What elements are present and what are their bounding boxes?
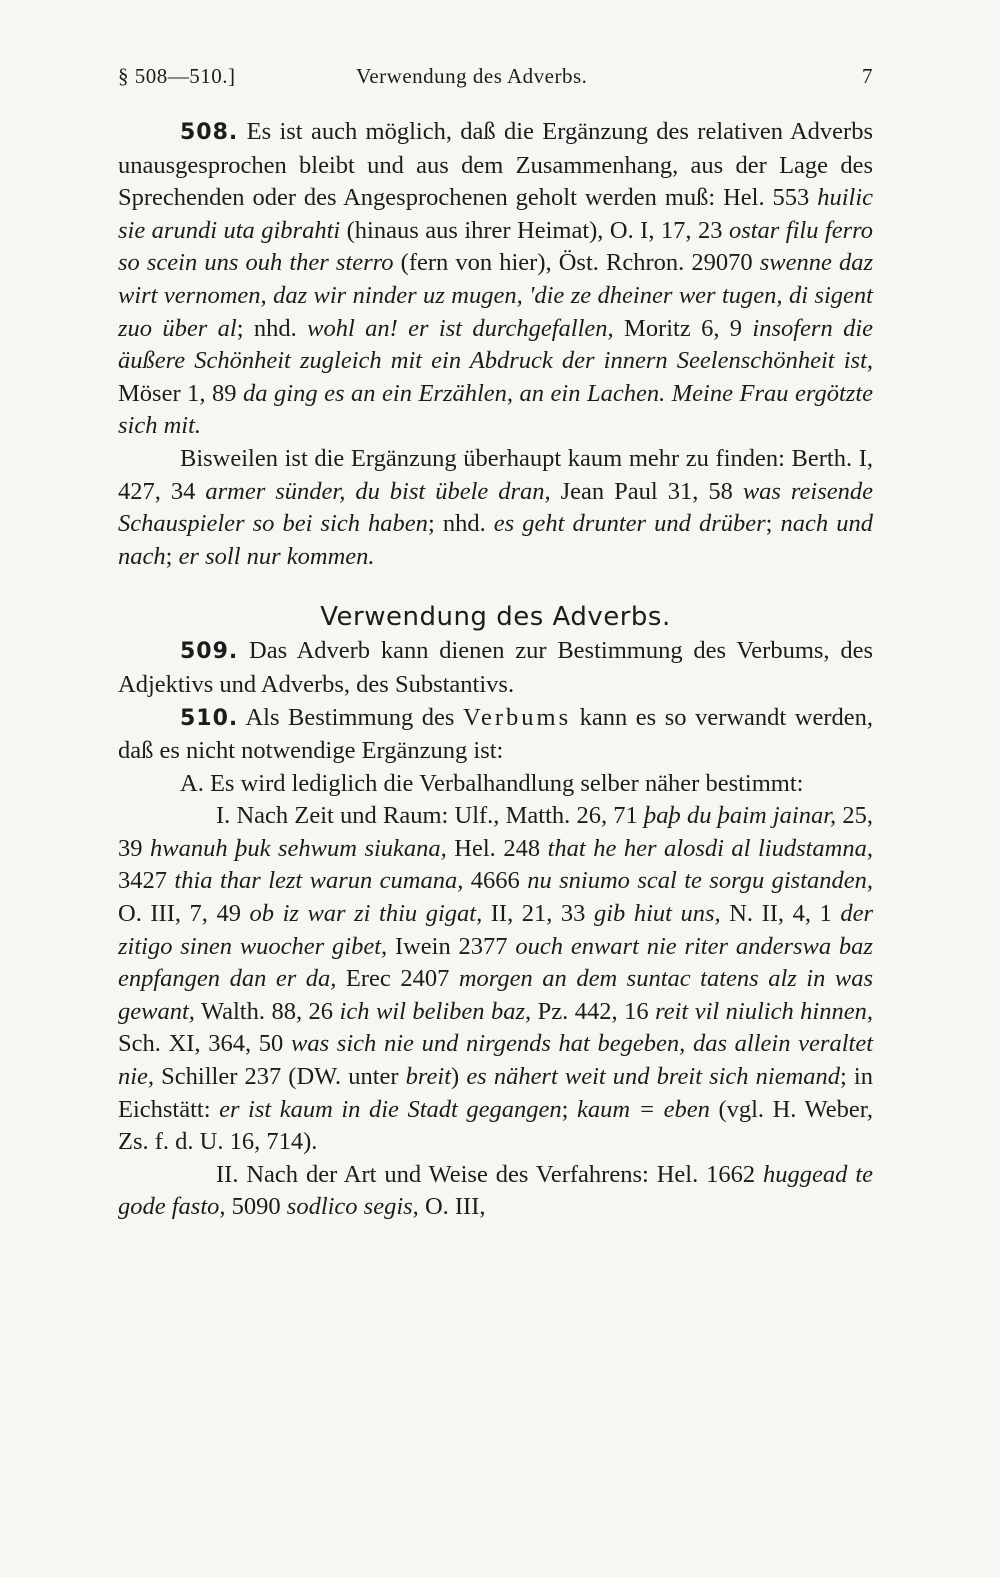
header-title: Verwendung des Adverbs. xyxy=(356,64,588,88)
italic-text-run: armer sünder, du bist übele dran, xyxy=(205,477,551,505)
text-run: Als Bestimmung des xyxy=(238,703,463,731)
text-run: Schiller 237 (DW. unter xyxy=(154,1063,406,1091)
text-run: 5090 xyxy=(225,1193,287,1221)
italic-text-run: breit xyxy=(405,1063,452,1091)
page-body xyxy=(118,116,873,1224)
text-run: Walth. 88, 26 xyxy=(194,997,340,1025)
italic-text-run: sodlico segis, xyxy=(286,1193,419,1221)
italic-text-run: huggead te gode fasto, xyxy=(118,1160,873,1221)
paragraph-510-a xyxy=(118,768,873,801)
text-run: II. Nach der Art und Weise des Verfahrens: Hel. 1662 xyxy=(216,1160,764,1188)
section-number-508: 508. xyxy=(180,120,239,145)
text-run: 25, 39 xyxy=(118,802,873,862)
text-run: 4666 xyxy=(463,867,528,895)
text-run: (fern von hier), Öst. Rchron. 29070 xyxy=(393,249,760,277)
section-heading: Verwendung des Adverbs. xyxy=(320,602,671,633)
text-run: II, 21, 33 xyxy=(482,900,594,928)
text-run: ; xyxy=(765,510,781,538)
italic-text-run: er ist kaum in die Stadt gegangen xyxy=(219,1095,562,1123)
page-number: 7 xyxy=(862,64,873,88)
italic-text-run: ostar filu ferro so scein uns ouh ther sterro xyxy=(118,216,874,277)
text-run: ; nhd. xyxy=(427,510,494,538)
text-run: ; xyxy=(561,1095,577,1123)
italic-text-run: er soll nur kommen. xyxy=(178,542,375,570)
text-run: ) xyxy=(451,1063,467,1091)
text-run: kann es so verwandt werden, daß es nicht notwendige Ergänzung ist: xyxy=(118,703,873,765)
header-section-range: § 508—510.] xyxy=(118,64,236,88)
text-run: Es ist auch möglich, daß die Ergänzung des relativen Adverbs unausgesprochen bleibt und aus dem Zusammenhang, aus der Lage des Sprechenden oder des Angesprochenen geholt werden muß: Hel. 553 xyxy=(118,118,873,212)
text-run: (vgl. H. Weber, Zs. f. d. U. 16, 714). xyxy=(118,1095,873,1156)
italic-text-run: ob iz war zi thiu gigat, xyxy=(249,900,483,928)
italic-text-run: ich wil beliben baz, xyxy=(339,997,532,1025)
italic-text-run: wohl an! er ist durchgefallen, xyxy=(307,314,614,342)
italic-text-run: es nähert weit und breit sich niemand xyxy=(466,1063,841,1091)
text-run: Möser 1, 89 xyxy=(118,379,244,407)
section-number-509: 509. xyxy=(180,639,239,665)
text-run: Das Adverb kann dienen zur Bestimmung des Verbums, des Adjektivs und Adverbs, des Substantivs. xyxy=(118,637,873,698)
section-number-510: 510. xyxy=(180,705,239,731)
text-run: Moritz 6, 9 xyxy=(613,314,753,342)
text-run: Erec 2407 xyxy=(336,965,459,993)
text-run: ; nhd. xyxy=(236,314,308,342)
italic-text-run: nach und nach xyxy=(118,510,873,570)
italic-text-run: huilic sie arundi uta gibrahti xyxy=(118,184,873,244)
italic-text-run: swenne daz wirt vernomen, daz wir ninder uz mugen, 'die ze dheiner wer tugen, di sigent zuo über al xyxy=(118,249,874,342)
text-run: 3427 xyxy=(118,867,175,895)
paragraph-510 xyxy=(118,702,873,768)
text-run: Bisweilen ist die Ergänzung überhaupt kaum mehr zu finden: Berth. I, 427, 34 xyxy=(118,444,873,505)
running-head xyxy=(118,64,873,96)
italic-text-run: ouch enwart nie riter anderswa baz enpfangen dan er da, xyxy=(118,932,873,993)
text-run: Iwein 2377 xyxy=(387,932,516,960)
italic-text-run: kaum = eben xyxy=(576,1095,710,1123)
paragraph-508-continued xyxy=(118,443,873,573)
text-run: N. II, 4, 1 xyxy=(720,900,841,928)
paragraph-509 xyxy=(118,635,873,701)
italic-text-run: hwanuh þuk sehwum siukana, xyxy=(150,834,447,862)
italic-text-run: thia thar lezt warun cumana, xyxy=(174,867,464,895)
paragraph-510-a-i xyxy=(118,800,873,1159)
paragraph-508 xyxy=(118,116,873,443)
text-run: O. III, 7, 49 xyxy=(118,900,250,928)
text-run: O. III, xyxy=(418,1193,486,1221)
text-run: ; xyxy=(165,542,179,570)
text-run: (hinaus aus ihrer Heimat), O. I, 17, 23 xyxy=(340,216,729,244)
italic-text-run: da ging es an ein Erzählen, an ein Lachen. Meine Frau ergötzte sich mit. xyxy=(118,379,874,440)
italic-text-run: nu sniumo scal te sorgu gistanden, xyxy=(527,867,874,895)
paragraph-510-a-ii xyxy=(118,1159,873,1224)
text-run: ; in Eichstätt: xyxy=(118,1063,873,1123)
text-run: Verbums xyxy=(463,703,572,731)
italic-text-run: þaþ du þaim jainar, xyxy=(644,802,837,830)
italic-text-run: reit vil niulich hinnen, xyxy=(655,997,873,1025)
text-run: Jean Paul 31, 58 xyxy=(550,477,743,505)
italic-text-run: morgen an dem suntac tatens alz in was gewant, xyxy=(118,965,874,1025)
text-run: Sch. XI, 364, 50 xyxy=(118,1030,291,1058)
book-page xyxy=(118,0,873,1577)
text-run: Hel. 248 xyxy=(446,834,548,862)
text-run: A. Es wird lediglich die Verbalhandlung selber näher bestimmt: xyxy=(180,769,804,797)
text-run: Pz. 442, 16 xyxy=(531,997,656,1025)
italic-text-run: was sich nie und nirgends hat begeben, das allein veraltet nie, xyxy=(118,1030,873,1091)
text-run: I. Nach Zeit und Raum: Ulf., Matth. 26, 71 xyxy=(216,802,644,830)
italic-text-run: es geht drunter und drüber xyxy=(493,510,766,538)
italic-text-run: that he her alosdi al liudstamna, xyxy=(547,834,874,862)
italic-text-run: gib hiut uns, xyxy=(593,900,721,928)
italic-text-run: insofern die äußere Schönheit zugleich mit ein Abdruck der innern Seelenschönheit ist, xyxy=(118,314,873,375)
italic-text-run: der zitigo sinen wuocher gibet, xyxy=(118,900,873,960)
italic-text-run: was reisende Schauspieler so bei sich haben xyxy=(118,477,874,538)
